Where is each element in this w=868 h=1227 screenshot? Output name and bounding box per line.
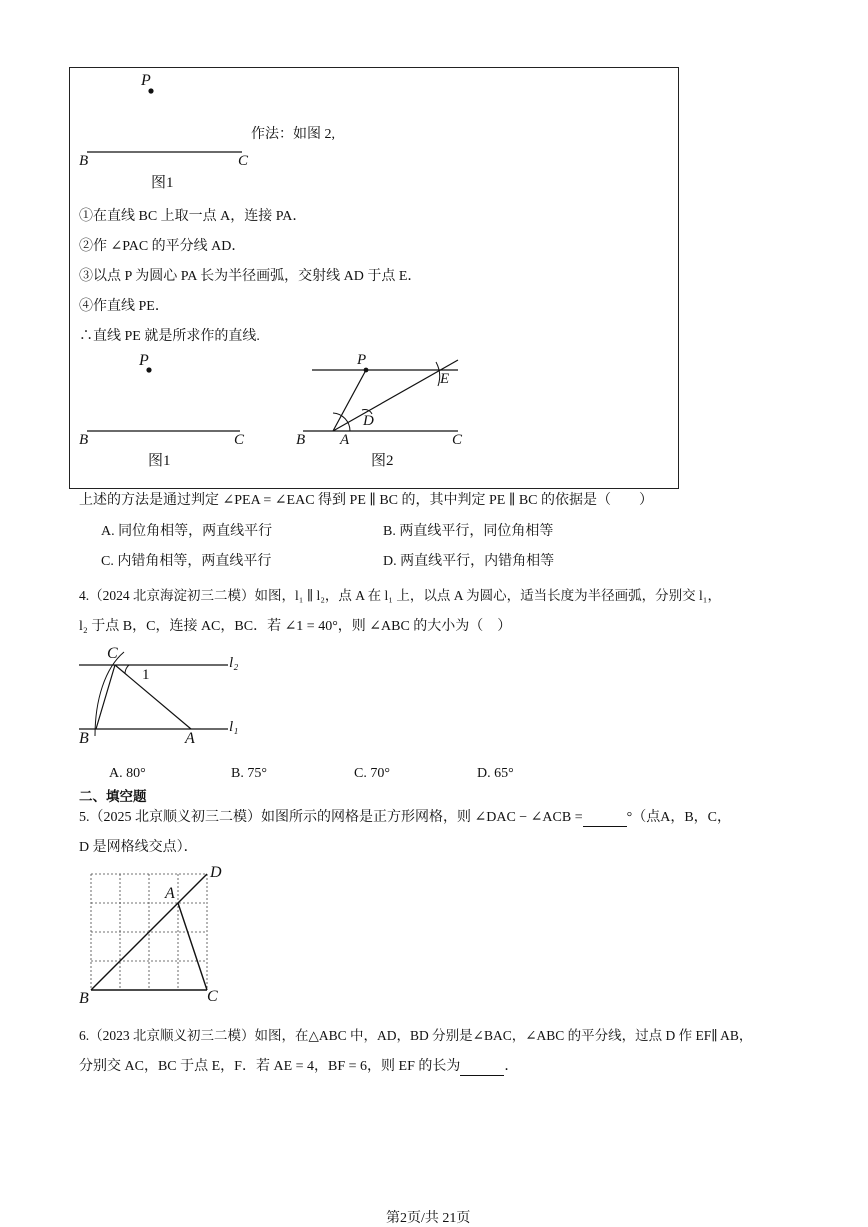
q5-line2: D 是网格线交点）．: [79, 840, 198, 855]
q4-option-a: A. 80°: [109, 766, 146, 781]
q3-option-d: D. 两直线平行，内错角相等: [383, 554, 555, 569]
fig2-label-p: P: [357, 352, 367, 368]
q5-label-b: B: [79, 990, 89, 1007]
step-4: ④作直线 PE．: [79, 299, 169, 314]
q4-label-angle-1: 1: [142, 667, 150, 683]
fig1-top-caption: 图1: [151, 175, 174, 191]
fig1-label-b: B: [79, 432, 89, 448]
q4-label-b: B: [79, 730, 89, 747]
q4-label-c: C: [107, 645, 118, 662]
q6-line2-tail: ．: [504, 1059, 519, 1074]
step-2: ②作 ∠PAC 的平分线 AD．: [79, 239, 246, 254]
q6-line2-text: 分别交 AC，BC 于点 E，F．若 AE = 4，BF = 6，则 EF 的长为: [79, 1059, 461, 1074]
q4-label-l2: l₂: [229, 655, 239, 671]
q6-line1: 6.（2023 北京顺义初三二模）如图，在△ABC 中，AD，BD 分别是∠BAC，∠ABC 的平分线，过点 D 作 EF∥ AB，: [79, 1028, 753, 1043]
fig2-label-c: C: [452, 432, 463, 448]
page-footer: 第2页/共 21页: [386, 1211, 471, 1226]
step-3: ③以点 P 为圆心 PA 长为半径画弧，交射线 AD 于点 E．: [79, 269, 422, 284]
q4-option-d: D. 65°: [477, 766, 514, 781]
q3-option-b: B. 两直线平行，同位角相等: [383, 524, 554, 539]
fig2-label-a: A: [340, 432, 350, 448]
q4-line2: l₂ 于点 B，C，连接 AC，BC．若 ∠1 = 40°，则 ∠ABC 的大小为（ ）: [79, 619, 512, 634]
q5-label-a: A: [165, 885, 175, 902]
q5-label-c: C: [207, 988, 218, 1005]
fig1-top-label-b: B: [79, 153, 89, 169]
fig1-label-p: P: [139, 352, 149, 369]
q4-label-a: A: [185, 730, 195, 747]
fig1-top-label-c: C: [238, 153, 249, 169]
fig1-top-label-p: P: [141, 72, 151, 89]
method-label: 作法：如图 2,: [251, 127, 335, 142]
fig2-label-e: E: [440, 371, 450, 387]
q4-label-l1: l₁: [229, 719, 239, 735]
q4-option-b: B. 75°: [231, 766, 267, 781]
fig2-caption: 图2: [371, 453, 394, 469]
q6-line2: [79, 1055, 518, 1076]
q5-line1-text: 5.（2025 北京顺义初三二模）如图所示的网格是正方形网格，则 ∠DAC − ∠ACB =: [79, 810, 583, 825]
q3-stem: 上述的方法是通过判定 ∠PEA = ∠EAC 得到 PE ∥ BC 的，其中判定 PE ∥ BC 的依据是（ ）: [79, 493, 653, 508]
step-1: ①在直线 BC 上取一点 A，连接 PA．: [79, 209, 307, 224]
section-heading-fill-blank: 二、填空题: [79, 789, 147, 805]
q6-answer-blank: [460, 1059, 504, 1076]
q5-label-d: D: [210, 864, 222, 881]
q5-segment-ac: [178, 903, 207, 990]
step-conclusion: ∴直线 PE 就是所求作的直线.: [79, 329, 260, 344]
q4-line1: 4.（2024 北京海淀初三二模）如图，l₁ ∥ l₂，点 A 在 l₁ 上，以点 A 为圆心，适当长度为半径画弧，分别交 l₁，: [79, 588, 721, 603]
fig2-label-d: D: [363, 413, 374, 429]
q3-option-c: C. 内错角相等，两直线平行: [101, 554, 272, 569]
q5-line1-tail: °（点A，B，C，: [626, 810, 731, 825]
fig2-label-b: B: [296, 432, 306, 448]
q4-option-c: C. 70°: [354, 766, 390, 781]
fig1-label-c: C: [234, 432, 245, 448]
fig1-caption: 图1: [148, 453, 171, 469]
q3-option-a: A. 同位角相等，两直线平行: [101, 524, 273, 539]
